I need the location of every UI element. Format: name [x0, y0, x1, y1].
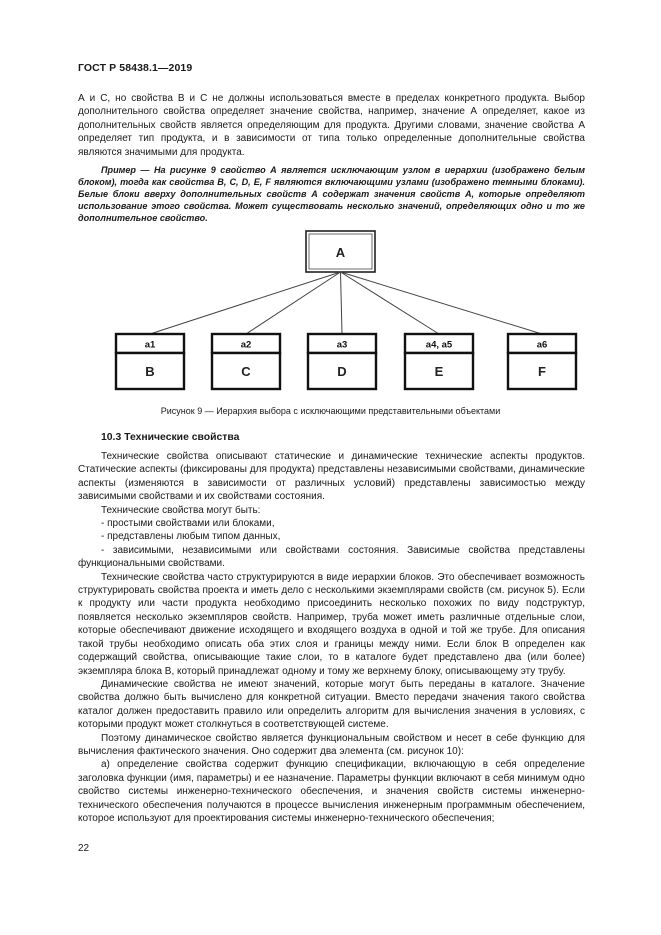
- page-number: 22: [78, 843, 90, 854]
- section-paragraph: Поэтому динамическое свойство является функциональным свойством и несет в себе функцию для вычисления фактического значения. Оно содержит два элемента (см. рисунок 10):: [78, 732, 585, 757]
- section-body: [78, 450, 585, 825]
- property-label: C: [241, 364, 251, 379]
- property-label: E: [434, 364, 444, 379]
- intro-paragraph: А и С, но свойства В и С не должны использоваться вместе в пределах конкретного продукта. Выбор дополнительного свойства определяет значение свойства, например, значение А определяет, какое из дополнительных свойств является определяющим для продукта. Другими словами, значение свойства А определяет тип продукта, и в зависимости от типа только определенные дополнительные свойства являются значимыми для продукта.: [78, 93, 585, 158]
- connector-line: [341, 272, 343, 334]
- root-label: A: [335, 245, 346, 260]
- connector-line: [341, 272, 543, 334]
- connector-line: [341, 272, 440, 334]
- list-item: - представлены любым типом данных,: [101, 531, 281, 543]
- property-label: F: [538, 364, 546, 379]
- section-paragraph: Технические свойства часто структурируются в виде иерархии блоков. Это обеспечивает возможность структурировать свойства проекта и иметь дело с несколькими экземплярами свойств (см. рисунок 5). Если к продукту или части продукта необходимо присоединить несколько похожих по виду подструктур, появляется несколько экземпляров свойств. Например, труба может иметь различные отдельные слои, которые обеспечивают движение исходящего и входящего воздуха в одной и той же трубе. Для описания такой трубы необходимо описать оба этих слоя и границы между ними. Если блок В определен как содержащий свойства, описывающие такие слои, то в каталоге будет представлено два (или более) экземпляра блока В, который принадлежат одному и тому же верхнему блоку, описывающему эту трубу.: [78, 571, 585, 677]
- list-item: - зависимыми, независимыми или свойствами состояния. Зависимые свойства представлены функциональными свойствами.: [78, 544, 585, 570]
- figure-caption: Рисунок 9 — Иерархия выбора с исключающими представительными объектами: [160, 406, 501, 416]
- section-title: 10.3 Технические свойства: [101, 432, 240, 443]
- value-label: a4, a5: [425, 339, 453, 351]
- section-paragraph: Динамические свойства не имеют значений, которые могут быть переданы в каталоге. Значение свойства должно быть вычислено для конкретной ситуации. Вместо передачи значения такого свойства каталог должен предоставить правило или определить алгоритм для вычисления значения в условиях, с которыми продукт может столкнуться в соответствующей системе.: [78, 678, 585, 731]
- value-label: a3: [336, 339, 348, 351]
- value-label: a1: [144, 339, 156, 351]
- list-item: - простыми свойствами или блоками,: [101, 518, 275, 530]
- section-paragraph: Технические свойства описывают статические и динамические технические аспекты продуктов. Статические аспекты (фиксированы для продукта) представлены независимыми свойствами, динамические аспекты (изменяются в зависимости от различных условий) представлены зависимостью между зависимыми свойствами и их свойствами состояния.: [78, 451, 585, 503]
- property-label: B: [145, 364, 155, 379]
- child-blocks: [116, 272, 576, 389]
- example-paragraph: Пример — На рисунке 9 свойство А является исключающим узлом в иерархии (изображено белым блоком), тогда как свойства В, С, D, Е, F являются включающими узлами (изображено темными блоками). Белые блоки вверху дополнительных свойств А содержат значения свойств А, которые определяют использование этого свойства. Может существовать несколько значений, определяющих одно и то же дополнительное свойство.: [78, 165, 585, 223]
- document-header: ГОСТ Р 58438.1—2019: [78, 62, 193, 74]
- value-label: a6: [536, 339, 548, 351]
- property-label: D: [337, 364, 347, 379]
- section-paragraph: Технические свойства могут быть:: [101, 504, 261, 516]
- section-paragraph: а) определение свойства содержит функцию спецификации, включающую в себя определение заголовка функции (имя, параметры) и ее назначение. Параметры функции включают в себя минимум одно свойство системы инженерно-технического обеспечения, и значения свойств системы инженерно-технического обеспечения получаются в процессе вычисления инженерным программным обеспечением, которое используют для проектирования системы инженерно-технического обеспечения;: [78, 759, 585, 824]
- connector-line: [150, 272, 341, 334]
- value-label: a2: [240, 339, 252, 351]
- connector-line: [246, 272, 341, 334]
